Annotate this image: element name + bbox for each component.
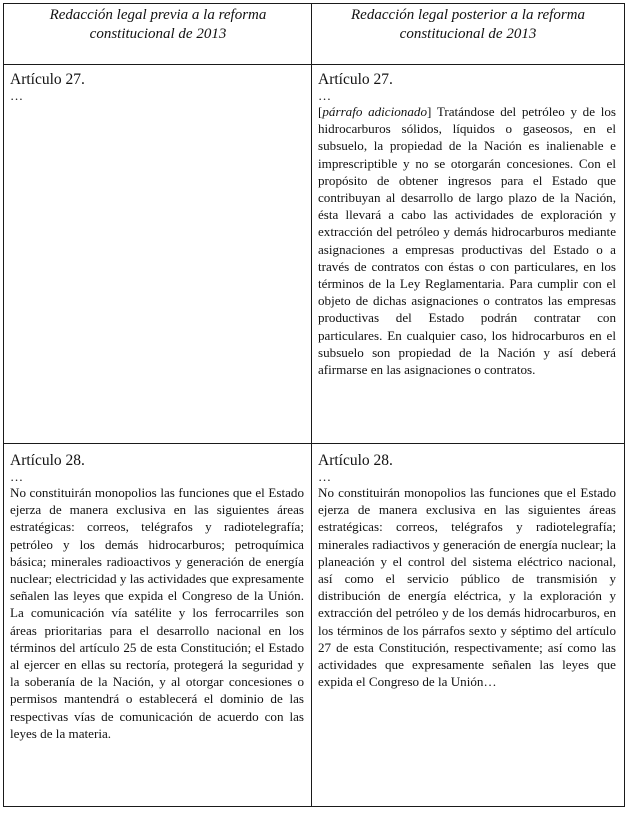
article-heading: Artículo 27. [10, 71, 85, 88]
table-border-top [3, 3, 625, 4]
cell-article27-previous [10, 70, 304, 103]
header-divider [3, 64, 625, 65]
table-border-bottom [3, 806, 625, 807]
header-previous-text: Redacción legal previa a la reforma constitucional de 2013 [49, 7, 267, 42]
article-heading: Artículo 27. [318, 71, 393, 88]
cell-article28-previous [10, 451, 304, 742]
added-paragraph-note: párrafo adicionado [322, 104, 427, 119]
header-posterior-text: Redacción legal posterior a la reforma constitucional de 2013 [351, 7, 585, 42]
paragraph-text: Tratándose del petróleo y de los hidrocarburos sólidos, líquidos o gaseosos, en el subsuelo, la propiedad de la Nación es inalienable e imprescriptible y no se otorgarán concesiones. Con el propósito de obtener ingresos para el Estado que contribuyan al desarrollo de largo plazo de la Nación, ésta llevará a cabo las actividades de exploración y extracción del petróleo y demás hidrocarburos mediante asignaciones a empresas productivas del Estado o a través de contratos con éstas o con particulares, en los términos de la Ley Reglamentaria. Para cumplir con el objeto de dichas asignaciones o contratos las empresas productivas del Estado podrán contratar con particulares. En cualquier caso, los hidrocarburos en el subsuelo son propiedad de la Nación y así deberá afirmarse en las asignaciones o contratos. [318, 104, 616, 378]
ellipsis: … [10, 469, 25, 484]
cell-article27-posterior [318, 70, 616, 378]
ellipsis: … [10, 88, 25, 103]
ellipsis: … [318, 469, 333, 484]
article-heading: Artículo 28. [318, 452, 393, 469]
article-paragraph: [párrafo adicionado] Tratándose del petróleo y de los hidrocarburos sólidos, líquidos o gaseosos, en el subsuelo, la propiedad de la Nación es inalienable e imprescriptible y no se otorgarán concesiones. Con el propósito de obtener ingresos para el Estado que contribuyan al desarrollo de largo plazo de la Nación, ésta llevará a cabo las actividades de exploración y extracción del petróleo y demás hidrocarburos mediante asignaciones a empresas productivas del Estado o a través de contratos con éstas o con particulares, en los términos de la Ley Reglamentaria. Para cumplir con el objeto de dichas asignaciones o contratos las empresas productivas del Estado podrán contratar con particulares. En cualquier caso, los hidrocarburos en el subsuelo son propiedad de la Nación y así deberá afirmarse en las asignaciones o contratos. [318, 104, 616, 378]
paragraph-text: No constituirán monopolios las funciones que el Estado ejerza de manera exclusiva en las siguientes áreas estratégicas: correos, telégrafos y radiotelegrafía; petróleo y los demás hidrocarburos; petroquímica básica; minerales radioactivos y generación de energía nuclear; electricidad y las actividades que expresamente señalen las leyes que expida el Congreso de la Unión. La comunicación vía satélite y los ferrocarriles son áreas prioritarias para el desarrollo nacional en los términos del artículo 25 de esta Constitución; el Estado al ejercer en ellas su rectoría, protegerá la seguridad y la soberanía de la Nación, y al otorgar concesiones o permisos mantendrá o establecerá el dominio de las respectivas vías de comunicación de acuerdo con las leyes de la materia. [10, 485, 304, 741]
row-divider [3, 443, 625, 444]
paragraph-text: No constituirán monopolios las funciones que el Estado ejerza de manera exclusiva en las siguientes áreas estratégicas: correos, telégrafos y radiotelegrafía; minerales radiactivos y generación de energía nuclear; la planeación y el control del sistema eléctrico nacional, así como el servicio público de transmisión y distribución de energía eléctrica, y la exploración y extracción del petróleo y de los demás hidrocarburos, en los términos de los párrafos sexto y séptimo del artículo 27 de esta Constitución, respectivamente; así como las actividades que expresamente señalen las leyes que expida el Congreso de la Unión… [318, 485, 616, 690]
article-heading: Artículo 28. [10, 452, 85, 469]
table-border-right [624, 3, 625, 807]
cell-article28-posterior [318, 451, 616, 690]
table-border-left [3, 3, 4, 807]
column-divider [311, 3, 312, 807]
ellipsis: … [318, 88, 333, 103]
